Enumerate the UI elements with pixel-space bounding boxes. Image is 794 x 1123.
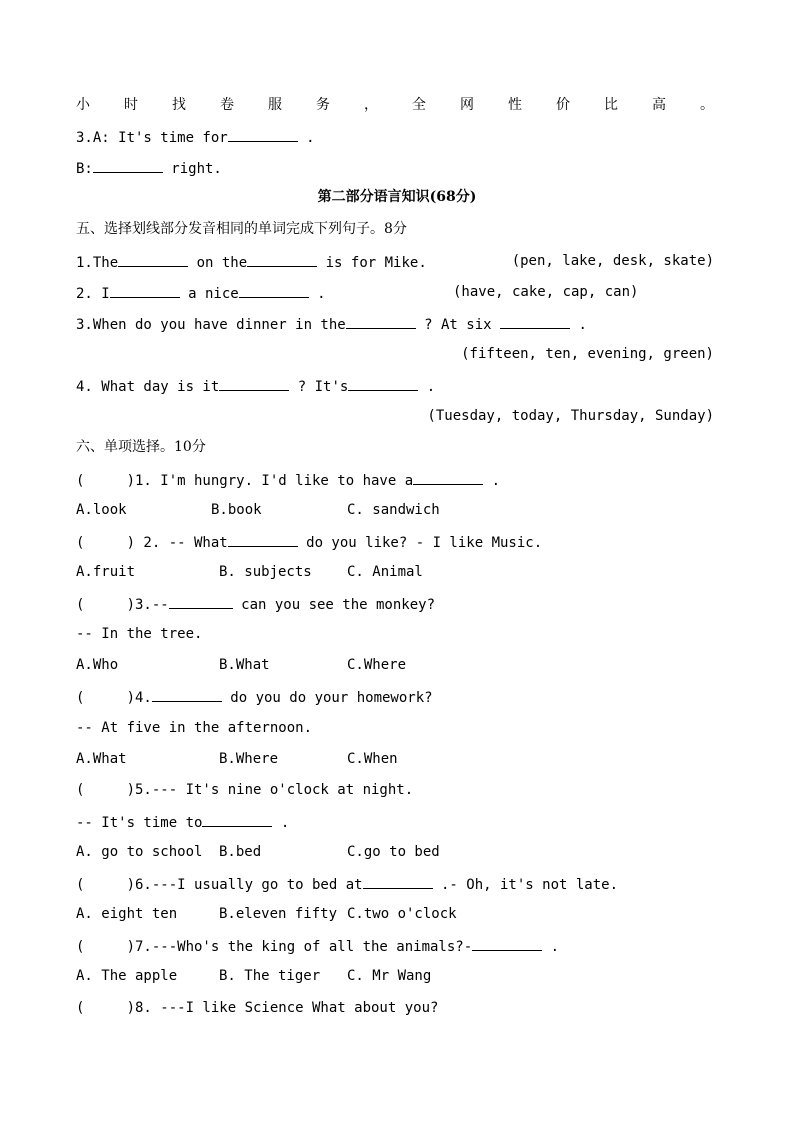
option-a[interactable]: A.Who (76, 657, 119, 673)
section5-title: 五、选择划线部分发音相同的单词完成下列句子。8分 (76, 221, 407, 237)
s6-q7-stem-b: . (542, 939, 560, 955)
header-line (76, 96, 714, 114)
option-a[interactable]: A.What (76, 751, 127, 767)
q3a-end: . (297, 130, 315, 146)
answer-blank[interactable] (152, 687, 222, 702)
s6-q3-stem (76, 594, 435, 614)
s5-q4-a: 4. What day is it (76, 379, 220, 395)
option-c[interactable]: C.two o'clock (347, 906, 457, 922)
answer-blank[interactable] (348, 376, 418, 391)
s6-q5-reply-a: -- It's time to (76, 815, 203, 831)
s6-q5-stem: ( )5.--- It's nine o'clock at night. (76, 782, 414, 798)
s5-q2-c: . (308, 286, 326, 302)
header-char: 服 (268, 97, 282, 113)
option-b[interactable]: B.book (211, 502, 262, 518)
s5-q2-b: a nice (179, 286, 239, 302)
s5-q3-a: 3.When do you have dinner in the (76, 317, 346, 333)
answer-blank[interactable] (239, 283, 309, 298)
answer-blank[interactable] (363, 874, 433, 889)
option-c[interactable]: C. Mr Wang (347, 968, 432, 984)
header-char: 高 (652, 97, 666, 113)
header-char: 卷 (220, 97, 234, 113)
section6-title: 六、单项选择。10分 (76, 439, 206, 455)
q3a-text: 3.A: It's time for (76, 130, 228, 146)
header-char: ， (364, 97, 378, 113)
answer-blank[interactable] (247, 252, 317, 267)
option-b[interactable]: B.What (219, 657, 270, 673)
answer-blank[interactable] (500, 314, 570, 329)
header-char: 务 (316, 97, 330, 113)
option-b[interactable]: B.eleven fifty (219, 906, 338, 922)
s6-q3-stem-b: can you see the monkey? (232, 597, 436, 613)
s5-q1-a: 1.The (76, 255, 119, 271)
header-char: 性 (508, 97, 522, 113)
s5-q4-c: . (418, 379, 436, 395)
answer-blank[interactable] (472, 936, 542, 951)
answer-blank[interactable] (110, 283, 180, 298)
answer-blank[interactable] (219, 376, 289, 391)
s5-q3-c: . (570, 317, 587, 333)
option-a[interactable]: A. The apple (76, 968, 178, 984)
s6-q1-stem (76, 470, 500, 490)
answer-blank[interactable] (93, 158, 163, 173)
q3b-start: B: (76, 161, 93, 177)
answer-blank[interactable] (413, 470, 483, 485)
s5-q2 (76, 283, 326, 303)
s6-q3-reply: -- In the tree. (76, 626, 203, 642)
answer-blank[interactable] (202, 812, 272, 827)
option-c[interactable]: C.go to bed (347, 844, 440, 860)
s5-q3 (76, 314, 587, 334)
s6-q4-stem-a: ( )4. (76, 690, 152, 706)
option-a[interactable]: A. go to school (76, 844, 203, 860)
answer-blank[interactable] (118, 252, 188, 267)
s6-q7-stem (76, 936, 559, 956)
header-char: 比 (604, 97, 618, 113)
s5-q2-a: 2. I (76, 286, 110, 302)
s6-q2-stem (76, 532, 542, 552)
q3b-line (76, 158, 222, 178)
option-b[interactable]: B. The tiger (219, 968, 321, 984)
s6-q1-stem-b: . (483, 473, 501, 489)
option-a[interactable]: A.fruit (76, 564, 136, 580)
option-a[interactable]: A.look (76, 502, 127, 518)
s5-q1-options: (pen, lake, desk, skate) (511, 253, 714, 269)
answer-blank[interactable] (346, 314, 416, 329)
part2-title: 第二部分语言知识(68分) (317, 189, 477, 205)
answer-blank[interactable] (228, 532, 298, 547)
option-a[interactable]: A. eight ten (76, 906, 178, 922)
s6-q2-stem-a: ( ) 2. -- What (76, 535, 228, 551)
option-b[interactable]: B. subjects (219, 564, 312, 580)
answer-blank[interactable] (228, 127, 298, 142)
option-c[interactable]: C.Where (347, 657, 407, 673)
option-c[interactable]: C. sandwich (347, 502, 440, 518)
s6-q3-stem-a: ( )3.-- (76, 597, 169, 613)
s6-q4-stem-b: do you do your homework? (221, 690, 433, 706)
header-char: 全 (412, 97, 426, 113)
s6-q4-reply: -- At five in the afternoon. (76, 720, 313, 736)
header-char: 找 (172, 97, 186, 113)
q3a-line (76, 127, 315, 147)
s5-q1-c: is for Mike. (317, 255, 427, 271)
header-char: 价 (556, 97, 570, 113)
s6-q8-stem: ( )8. ---I like Science What about you? (76, 1000, 439, 1016)
s5-q2-options: (have, cake, cap, can) (453, 284, 639, 300)
s5-q3-b: ? At six (415, 317, 501, 333)
header-char: 。 (700, 97, 714, 113)
s6-q4-stem (76, 687, 433, 707)
q3b-end: right. (162, 161, 222, 177)
s6-q5-reply-b: . (272, 815, 290, 831)
s5-q3-options: (fifteen, ten, evening, green) (461, 346, 714, 362)
header-char: 时 (124, 97, 138, 113)
option-b[interactable]: B.Where (219, 751, 279, 767)
s6-q6-stem-b: .- Oh, it's not late. (432, 877, 619, 893)
header-char: 小 (76, 97, 90, 113)
option-c[interactable]: C.When (347, 751, 398, 767)
option-c[interactable]: C. Animal (347, 564, 423, 580)
option-b[interactable]: B.bed (219, 844, 262, 860)
s5-q1 (76, 252, 427, 272)
s5-q1-b: on the (188, 255, 248, 271)
s6-q7-stem-a: ( )7.---Who's the king of all the animals?- (76, 939, 473, 955)
s6-q6-stem-a: ( )6.---I usually go to bed at (76, 877, 363, 893)
s6-q2-stem-b: do you like? - I like Music. (297, 535, 543, 551)
s5-q4-options: (Tuesday, today, Thursday, Sunday) (427, 408, 714, 424)
s5-q4-b: ? It's (289, 379, 349, 395)
s6-q5-reply (76, 812, 289, 832)
answer-blank[interactable] (169, 594, 233, 609)
header-char: 网 (460, 97, 474, 113)
s5-q4 (76, 376, 435, 396)
s6-q1-stem-a: ( )1. I'm hungry. I'd like to have a (76, 473, 414, 489)
s6-q6-stem (76, 874, 618, 894)
